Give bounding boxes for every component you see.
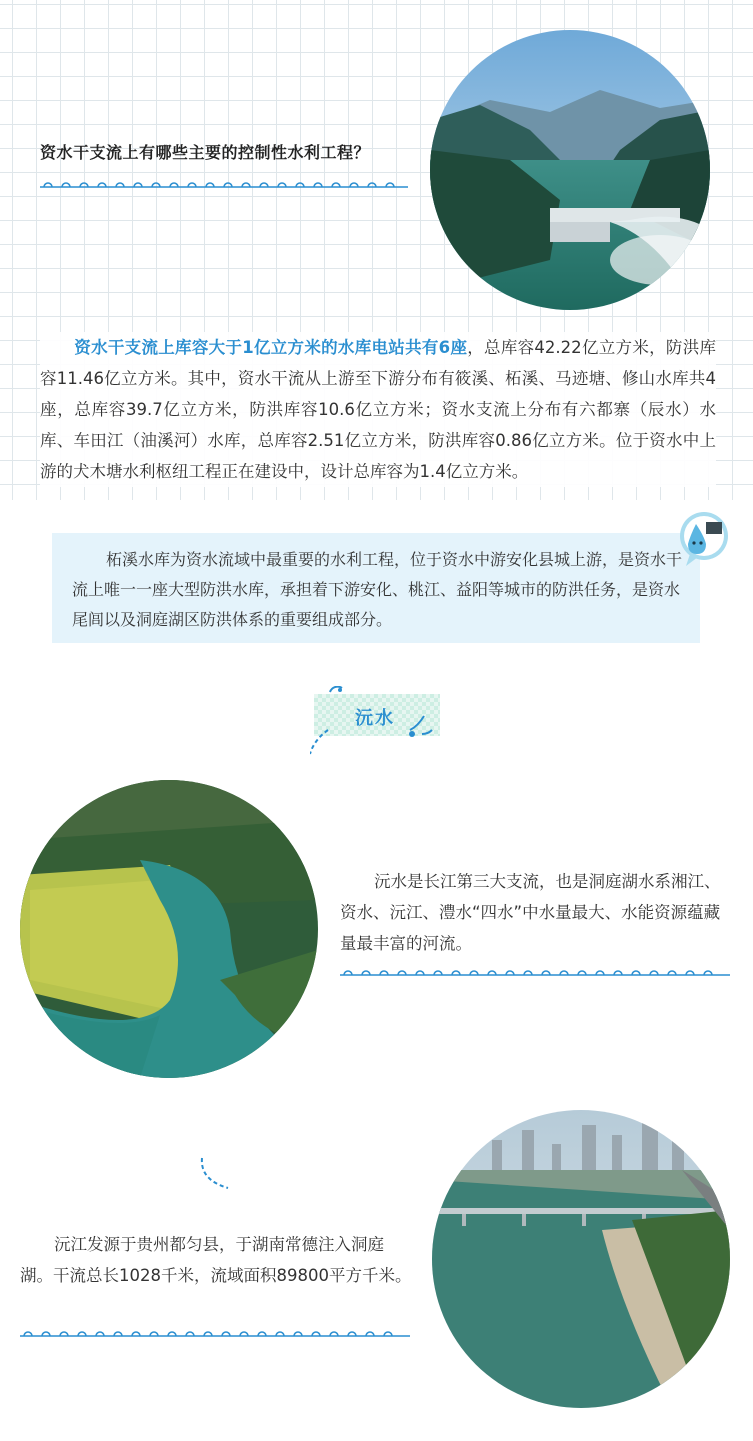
note-text [72,545,682,635]
city-river-photo [432,1110,730,1408]
yuanjiang-text [20,1229,412,1291]
section-title: 沅水 [355,708,395,729]
reservoir-highlight: 资水干支流上库容大于1亿立方米的水库电站共有6座 [74,338,468,357]
dam-photo [430,30,710,310]
yuanjiang-content: 沅江发源于贵州都匀县，于湖南常德注入洞庭湖。干流总长1028千米，流域面积89800平方千米。 [20,1235,412,1285]
yuanshui-text [340,866,732,959]
wavy-divider [20,1327,410,1341]
section-tag [310,686,440,756]
water-drop-mascot-icon [676,510,732,570]
yuanshui-content: 沅水是长江第三大支流，也是洞庭湖水系湘江、资水、沅江、澧水“四水”中水量最大、水能资源蕴藏量最丰富的河流。 [340,872,721,953]
question-heading: 资水干支流上有哪些主要的控制性水利工程？ [40,143,371,162]
dashed-arc-decoration [198,1156,232,1192]
wavy-divider [340,966,730,980]
note-content: 柘溪水库为资水流域中最重要的水利工程，位于资水中游安化县城上游，是资水干流上唯一一座大型防洪水库，承担着下游安化、桃江、益阳等城市的防洪任务，是资水尾闾以及洞庭湖区防洪体系的重要组成部分。 [72,550,683,629]
reservoir-paragraph [40,332,716,487]
river-bend-photo [20,780,318,1078]
note-box [52,533,700,643]
reservoir-detail: ，总库容42.22亿立方米，防洪库容11.46亿立方米。其中，资水干流从上游至下游分布有筱溪、柘溪、马迹塘、修山水库共4座，总库容39.7亿立方米，防洪库容10.6亿立方米；资水支流上分布有六都寨（辰水）水库、车田江（油溪河）水库，总库容2.51亿立方米，防洪库容0.86亿立方米。位于资水中上游的犬木塘水利枢纽工程正在建设中，设计总库容为1.4亿立方米。 [40,338,716,481]
wavy-divider [40,178,408,192]
